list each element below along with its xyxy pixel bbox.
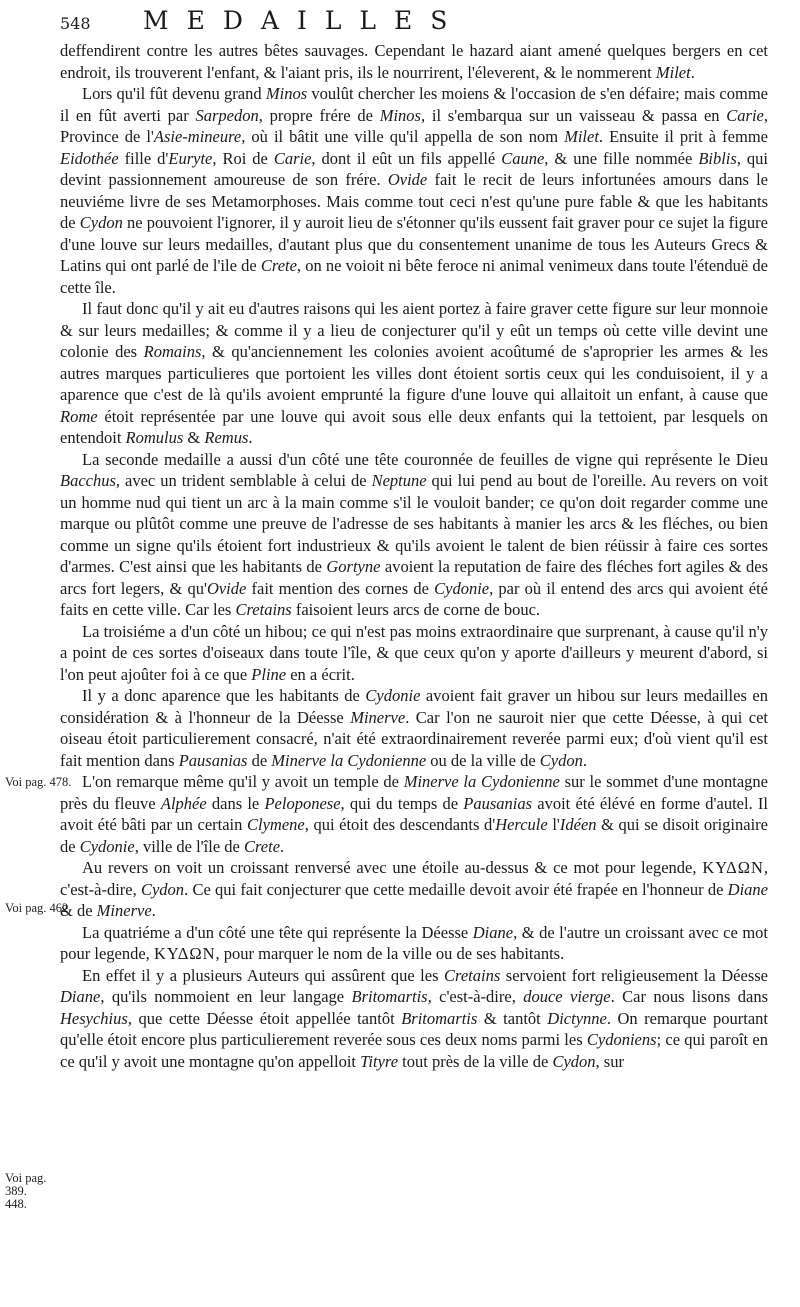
italic-term: Cydoniens bbox=[586, 1030, 657, 1049]
text-run: , on ne voioit ni bête feroce ni animal venimeux dans toute l'étenduë de cette île. bbox=[60, 256, 768, 297]
text-run: dans le bbox=[206, 793, 265, 813]
italic-term: Ovide bbox=[387, 170, 428, 189]
paragraph bbox=[60, 857, 768, 922]
text-run: avoient la reputation de faire des fléches fort agiles & des arcs fort legers, & qu' bbox=[60, 557, 769, 598]
italic-term: Eidothée bbox=[60, 148, 119, 168]
text-run: L'on remarque même qu'il y avoit un temple de bbox=[82, 772, 404, 791]
text-run: . Car nous lisons dans bbox=[610, 987, 769, 1006]
margin-note: Voi pag. 462. bbox=[5, 901, 72, 915]
margin-note: Voi pag. 389. 448. bbox=[5, 1171, 47, 1211]
text-run: , par où il entend des arcs qui avoient été faits en cette ville. Car les bbox=[60, 578, 768, 619]
italic-term: Bacchus bbox=[60, 471, 116, 490]
text-run: fait le recit de leurs infortunées amours dans le neuviéme livre de ses Metamorphoses. Mais comme tout ceci n'est qu'une pure fable & que les habitants de bbox=[60, 170, 769, 232]
text-run: Il faut donc qu'il y ait eu d'autres raisons qui les aient portez à faire graver cette figure sur leur monnoie & sur leurs medailles; & comme il y a lieu de conjecturer qu'il y eût un temps où cette ville devint une colonie des bbox=[60, 299, 768, 361]
italic-term: Cydonie bbox=[79, 836, 135, 856]
text-run: , qui du temps de bbox=[340, 793, 464, 813]
text-run: , ville de l'île de bbox=[134, 836, 244, 856]
text-run: . bbox=[248, 428, 253, 447]
italic-term: Caune bbox=[501, 148, 545, 168]
italic-term: douce vierge bbox=[523, 987, 611, 1006]
text-run: , qui étoit des descendants d' bbox=[304, 815, 496, 834]
italic-term: Sarpedon bbox=[195, 105, 259, 125]
text-run: de bbox=[247, 750, 272, 770]
text-run: voulût chercher les moiens & l'occasion de s'en défaire; mais comme il en fût averti par bbox=[60, 84, 768, 125]
text-run: Il y a donc aparence que les habitants de bbox=[82, 686, 366, 705]
italic-term: Minos bbox=[265, 84, 308, 103]
text-run: , c'est-à-dire, bbox=[60, 858, 768, 899]
text-run: , & une fille nommée bbox=[544, 148, 699, 168]
italic-term: Gortyne bbox=[326, 557, 381, 576]
paragraph bbox=[60, 40, 768, 83]
italic-term: Diane bbox=[472, 922, 514, 942]
text-run: , avec un trident semblable à celui de bbox=[115, 471, 372, 490]
italic-term: Crete bbox=[243, 836, 281, 856]
italic-term: Cretains bbox=[444, 965, 501, 985]
italic-term: Pausanias bbox=[178, 750, 248, 770]
italic-term: Minerve bbox=[350, 707, 406, 727]
text-run: en a écrit. bbox=[286, 664, 355, 684]
italic-term: Euryte bbox=[168, 148, 213, 168]
italic-term: Peloponese bbox=[264, 793, 341, 813]
text-run: La quatriéme a d'un côté une tête qui représente la Déesse bbox=[82, 922, 473, 942]
italic-term: Hesychius bbox=[60, 1008, 128, 1028]
text-run: . Ensuite il prit à femme bbox=[598, 127, 768, 146]
italic-term: Ovide bbox=[206, 578, 247, 598]
italic-term: Alphée bbox=[160, 793, 207, 813]
text-run: ou de la ville de bbox=[426, 750, 540, 770]
italic-term: Tityre bbox=[360, 1051, 399, 1071]
text-run: , propre frére de bbox=[258, 105, 380, 125]
italic-term: Carie bbox=[273, 148, 312, 168]
italic-term: Romains bbox=[143, 342, 202, 361]
text-run: & bbox=[183, 428, 205, 447]
text-run: avoit été élévé en forme d'autel. Il avoit été bâti par un certain bbox=[60, 793, 769, 834]
italic-term: Cydon bbox=[79, 213, 123, 232]
italic-term: Pline bbox=[251, 664, 287, 684]
text-run: étoit représentée par une louve qui avoit sous elle deux enfants qui la tettoient, par lesquels on entendoit bbox=[60, 406, 768, 447]
text-run: . Ce qui fait conjecturer que cette medaille devoit avoir été frapée en l'honneur de bbox=[184, 879, 728, 899]
text-run: , qui devint passionnement amoureuse de son frére. bbox=[60, 148, 769, 189]
paragraph bbox=[60, 922, 768, 965]
text-run: avoient fait graver un hibou sur leurs medailles en considération & à l'honneur de la Déesse bbox=[60, 686, 768, 727]
italic-term: Crete bbox=[260, 256, 297, 275]
text-run: , Roi de bbox=[212, 148, 274, 168]
italic-term: Biblis bbox=[698, 148, 737, 168]
italic-term: Diane bbox=[727, 879, 768, 899]
text-run: servoient fort religieusement la Déesse bbox=[500, 965, 768, 985]
text-run: . bbox=[582, 750, 588, 770]
text-run: ; ce qui paroît en ce qu'il y avoit une montagne qu'on appelloit bbox=[60, 1030, 768, 1071]
text-run: Lors qu'il fût devenu grand bbox=[82, 84, 266, 103]
italic-term: Milet bbox=[655, 62, 691, 82]
paragraph bbox=[60, 685, 768, 771]
text-run: . bbox=[280, 836, 285, 856]
italic-term: Britomartis bbox=[401, 1008, 478, 1028]
text-run: fille d' bbox=[118, 148, 169, 168]
paragraph bbox=[60, 83, 768, 298]
text-run: . On remarque pourtant qu'elle étoit encore plus particulierement reverée sous ces deux noms parmi les bbox=[60, 1008, 768, 1049]
paragraph bbox=[60, 621, 768, 686]
italic-term: Minerve la Cydonienne bbox=[403, 772, 560, 791]
italic-term: Neptune bbox=[371, 471, 427, 490]
italic-term: Asie-mineure bbox=[153, 127, 242, 146]
italic-term: Cydon bbox=[140, 879, 185, 899]
text-run: & qui se disoit originaire de bbox=[60, 815, 768, 856]
italic-term: Pausanias bbox=[463, 793, 533, 813]
italic-term: Rome bbox=[60, 406, 98, 426]
text-run: deffendirent contre les autres bêtes sauvages. Cependant le hazard aiant amené quelques bergers en cet endroit, ils trouverent l'enfant, & l'aiant pris, ils le nourrirent, l'éleverent, & le nommerent bbox=[60, 41, 768, 82]
italic-term: Idéen bbox=[559, 815, 597, 834]
italic-term: Cretains bbox=[235, 600, 292, 619]
greek-legend: ΚΥΔΩΝ bbox=[702, 858, 764, 877]
text-run: faisoient leurs arcs de corne de bouc. bbox=[291, 600, 541, 619]
italic-term: Cydon bbox=[552, 1051, 596, 1071]
text-run: fait mention des cornes de bbox=[246, 578, 435, 598]
italic-term: Diane bbox=[60, 987, 101, 1006]
italic-term: Milet bbox=[564, 127, 599, 146]
italic-term: Cydonie bbox=[365, 686, 421, 705]
paragraph bbox=[60, 298, 768, 449]
italic-term: Minerve bbox=[96, 901, 152, 920]
margin-note: Voi pag. 478. bbox=[5, 775, 72, 789]
text-run: , pour marquer le nom de la ville ou de ses habitants. bbox=[215, 944, 565, 963]
text-run: , qu'ils nommoient en leur langage bbox=[100, 987, 352, 1006]
text-run: , dont il eût un fils appellé bbox=[311, 148, 502, 168]
text-run: ne pouvoient l'ignorer, il y auroit lieu de s'étonner qu'ils eussent fait graver pour ce sujet la figure d'une louve sur leurs medailles, d'autant plus que du consentement unanime de tous les Auteurs Grecs & Latins qui ont parlé de l'ile de bbox=[60, 213, 768, 275]
italic-term: Carie bbox=[726, 105, 764, 125]
italic-term: Cydonie bbox=[434, 578, 490, 598]
running-title: MEDAILLES bbox=[143, 6, 466, 35]
text-run: , c'est-à-dire, bbox=[427, 987, 524, 1006]
text-run: sur le sommet d'une montagne près du fleuve bbox=[60, 772, 768, 813]
text-run: . bbox=[151, 901, 156, 920]
text-run: , il s'embarqua sur un vaisseau & passa en bbox=[420, 105, 727, 125]
text-run: , où il bâtit une ville qu'il appella de son nom bbox=[241, 127, 565, 146]
text-run: En effet il y a plusieurs Auteurs qui assûrent que les bbox=[82, 965, 445, 985]
text-run: La seconde medaille a aussi d'un côté une tête couronnée de feuilles de vigne qui représente le Dieu bbox=[82, 449, 768, 469]
italic-term: Clymene bbox=[247, 815, 305, 834]
text-run: , & de l'autre un croissant avec ce mot pour legende, bbox=[60, 922, 768, 963]
text-run: . Car l'on ne sauroit nier que cette Déesse, à qui cet oiseau étoit particulierement consacré, n'ait été extraordinairement reverée parmi eux; d'où vient qu'il est fait mention dans bbox=[60, 707, 768, 770]
italic-term: Hercule bbox=[495, 815, 548, 834]
italic-term: Minerve la Cydonienne bbox=[271, 750, 427, 770]
page-number: 548 bbox=[60, 14, 91, 33]
text-run: , Province de l' bbox=[60, 105, 768, 146]
greek-legend: ΚΥΔΩΝ bbox=[153, 944, 216, 963]
italic-term: Dictynne bbox=[547, 1008, 607, 1028]
text-run: La troisiéme a d'un côté un hibou; ce qui n'est pas moins extraordinaire que surprenant, à cause qu'il n'y a point de ces sortes d'oiseaux dans toute l'île, & que ceux qu'on y aporte d'ailleurs y meurent d'abord, si l'on peut ajoûter foi à ce que bbox=[60, 621, 768, 684]
paragraph bbox=[60, 965, 768, 1073]
italic-term: Minos bbox=[379, 105, 421, 125]
text-run: & tantôt bbox=[477, 1008, 548, 1028]
text-run: . bbox=[690, 62, 695, 82]
page-header bbox=[0, 6, 800, 42]
text-run: , & qu'anciennement les colonies avoient acoûtumé de s'aproprier les armes & les autres marques particulieres que portoient les villes dont étoient sortis ceux qui les conduisoient, il y a aparence que c'est de là qu'ils avoient emprunté la figure d'une louve qui allaitoit un enfant, à cause que bbox=[60, 342, 768, 404]
body-text bbox=[60, 40, 768, 1072]
text-run: l' bbox=[547, 815, 560, 834]
text-run: , sur bbox=[595, 1051, 624, 1071]
text-run: Au revers on voit un croissant renversé avec une étoile au-dessus & ce mot pour legende, bbox=[82, 858, 703, 877]
italic-term: Romulus bbox=[125, 428, 184, 447]
text-run: qui lui pend au bout de l'oreille. Au revers on voit un homme nud qui tient un arc à la main comme s'il le vouloit bander; ce qu'on doit regarder comme une marque ou plûtôt comme une preuve de l'adresse de ses habitants à manier les arcs & les fléches, ou bien comme un signe qu'ils étoient fort industrieux & qu'ils avoient le talent de bien réüssir à faire ces sortes d'armes. C'est ainsi que les habitants de bbox=[60, 471, 768, 576]
text-run: tout près de la ville de bbox=[398, 1051, 553, 1071]
text-run: & de bbox=[60, 901, 97, 920]
italic-term: Remus bbox=[204, 428, 249, 447]
italic-term: Cydon bbox=[539, 750, 583, 770]
text-run: , que cette Déesse étoit appellée tantôt bbox=[127, 1008, 402, 1028]
italic-term: Britomartis bbox=[351, 987, 428, 1006]
paragraph bbox=[60, 449, 768, 621]
paragraph bbox=[60, 771, 768, 857]
